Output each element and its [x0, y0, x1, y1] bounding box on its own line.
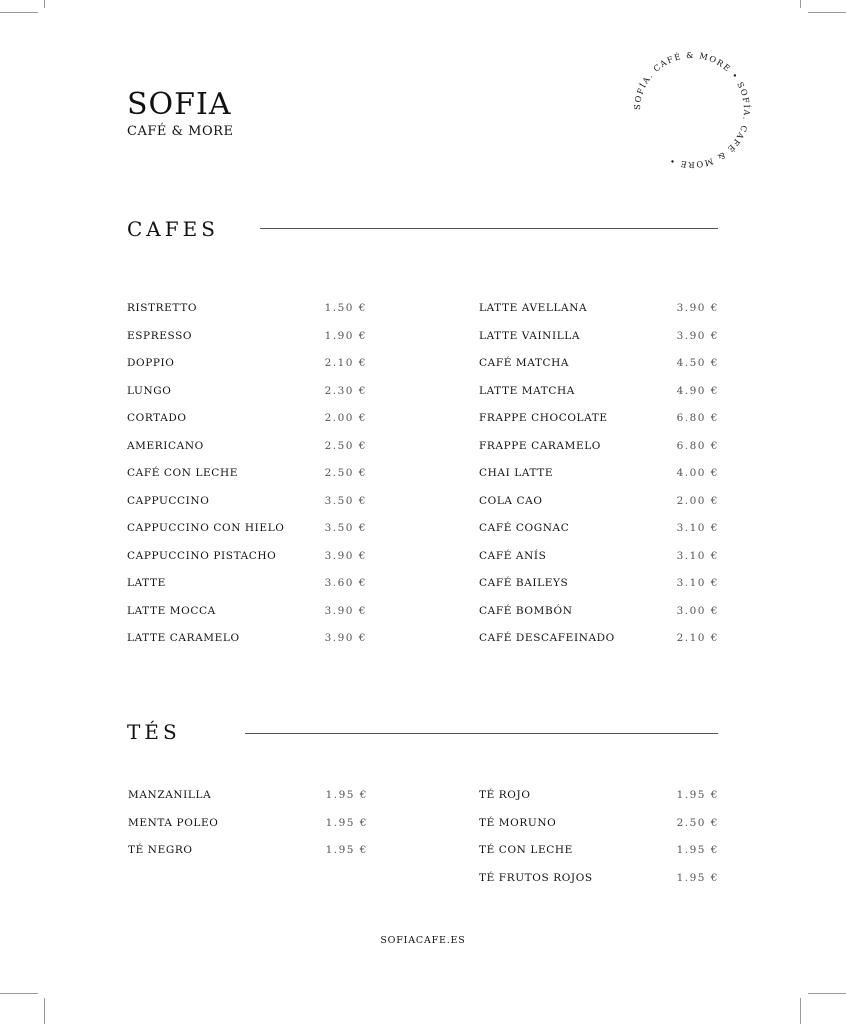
- crop-mark: [0, 12, 38, 13]
- menu-item-price: 1.50 €: [324, 302, 367, 314]
- menu-item: [479, 357, 719, 385]
- menu-item: [479, 632, 719, 660]
- menu-item-name: LATTE AVELLANA: [479, 302, 588, 314]
- menu-item-name: CAFÉ ANÍS: [479, 549, 547, 562]
- menu-item-name: FRAPPE CARAMELO: [479, 439, 602, 452]
- crop-mark: [800, 998, 801, 1024]
- menu-item-name: CAFÉ DESCAFEINADO: [479, 632, 615, 644]
- menu-item: [127, 577, 367, 605]
- menu-item: [479, 330, 719, 358]
- crop-mark: [808, 993, 846, 994]
- menu-item-price: 4.50 €: [676, 357, 719, 369]
- menu-item-price: 3.50 €: [324, 522, 367, 534]
- menu-item-name: CAPPUCCINO: [127, 494, 210, 507]
- menu-item-name: LATTE MATCHA: [479, 384, 575, 397]
- menu-item-price: 3.10 €: [676, 549, 719, 562]
- crop-mark: [808, 12, 846, 13]
- menu-item-price: 1.90 €: [324, 329, 367, 342]
- menu-item: [479, 495, 719, 523]
- tes-right-column: [479, 789, 719, 899]
- menu-item-name: TÉ FRUTOS ROJOS: [479, 871, 593, 884]
- menu-item: [127, 440, 367, 468]
- menu-item: [127, 357, 367, 385]
- menu-item-price: 1.95 €: [676, 871, 719, 884]
- menu-item: [127, 522, 367, 550]
- menu-item: [479, 550, 719, 578]
- menu-item-name: ESPRESSO: [127, 329, 193, 342]
- menu-item: [479, 522, 719, 550]
- menu-item-name: FRAPPE CHOCOLATE: [479, 412, 608, 424]
- brand-subtitle: CAFÉ & MORE: [127, 124, 234, 139]
- menu-item-price: 2.10 €: [324, 357, 367, 369]
- menu-item: [479, 412, 719, 440]
- menu-item: [127, 330, 367, 358]
- menu-item-name: RISTRETTO: [127, 302, 198, 314]
- menu-item-name: TÉ ROJO: [479, 789, 531, 801]
- menu-item-price: 1.95 €: [325, 816, 368, 829]
- menu-item-name: MENTA POLEO: [128, 816, 219, 829]
- menu-item-name: LATTE: [127, 577, 166, 589]
- menu-item-name: CHAI LATTE: [479, 467, 554, 479]
- menu-item: [479, 844, 719, 872]
- menu-item-name: CAFÉ COGNAC: [479, 522, 570, 534]
- menu-item-price: 2.50 €: [324, 467, 367, 479]
- menu-item: [479, 872, 719, 900]
- svg-text:SOFÍA. CAFÉ & MORE • SOFÍA. CA: [632, 50, 752, 170]
- menu-item-name: CORTADO: [127, 412, 187, 424]
- menu-item-price: 2.00 €: [676, 494, 719, 507]
- menu-item-price: 3.50 €: [324, 494, 367, 507]
- menu-item-price: 2.30 €: [324, 384, 367, 397]
- menu-item: [479, 385, 719, 413]
- menu-item: [479, 817, 719, 845]
- menu-item-name: LATTE CARAMELO: [127, 632, 240, 644]
- menu-item: [479, 577, 719, 605]
- menu-item-price: 2.50 €: [676, 816, 719, 829]
- menu-item-price: 4.00 €: [676, 467, 719, 479]
- menu-item-name: CAFÉ BOMBÓN: [479, 604, 573, 617]
- menu-item-name: COLA CAO: [479, 494, 543, 507]
- menu-item-price: 1.95 €: [676, 844, 719, 856]
- menu-item: [128, 789, 368, 817]
- cafes-right-column: [479, 302, 719, 660]
- circular-logo-seal: [622, 40, 762, 180]
- menu-item-name: TÉ MORUNO: [479, 816, 557, 829]
- menu-item-price: 2.50 €: [324, 439, 367, 452]
- menu-item-name: CAFÉ MATCHA: [479, 357, 570, 369]
- menu-item-name: MANZANILLA: [128, 789, 212, 801]
- crop-mark: [44, 0, 45, 8]
- menu-item-name: TÉ NEGRO: [128, 844, 193, 856]
- section-title-cafes: CAFES: [127, 217, 219, 241]
- menu-item-name: CAPPUCCINO CON HIELO: [127, 522, 285, 534]
- brand-title: SOFIA: [127, 87, 232, 122]
- section-divider: [245, 733, 718, 734]
- crop-mark: [44, 998, 45, 1024]
- menu-item-price: 3.90 €: [676, 302, 719, 314]
- menu-item-price: 1.95 €: [325, 844, 368, 856]
- menu-item-price: 3.90 €: [324, 549, 367, 562]
- menu-item: [479, 302, 719, 330]
- menu-item: [479, 605, 719, 633]
- crop-mark: [800, 0, 801, 8]
- seal-text: SOFÍA. CAFÉ & MORE • SOFÍA. CAFÉ & MORE •: [631, 49, 753, 171]
- menu-item: [127, 412, 367, 440]
- menu-item-price: 2.10 €: [676, 632, 719, 644]
- crop-mark: [0, 993, 38, 994]
- menu-item: [127, 605, 367, 633]
- menu-item-price: 6.80 €: [676, 412, 719, 424]
- menu-item-name: DOPPIO: [127, 357, 175, 369]
- cafes-left-column: [127, 302, 367, 660]
- menu-item-price: 3.60 €: [324, 577, 367, 589]
- menu-item-name: CAFÉ CON LECHE: [127, 467, 238, 479]
- tes-left-column: [128, 789, 368, 872]
- menu-item-name: CAFÉ BAILEYS: [479, 577, 569, 589]
- menu-item-price: 3.90 €: [676, 329, 719, 342]
- section-title-tes: TÉS: [127, 720, 181, 744]
- menu-item-price: 3.90 €: [324, 604, 367, 617]
- menu-item-price: 1.95 €: [676, 789, 719, 801]
- menu-item-name: LATTE MOCCA: [127, 604, 216, 617]
- footer-website: SOFIACAFE.ES: [380, 935, 466, 946]
- menu-item: [127, 467, 367, 495]
- menu-item-price: 3.10 €: [676, 577, 719, 589]
- menu-item: [127, 385, 367, 413]
- section-divider: [260, 228, 718, 229]
- menu-item: [127, 632, 367, 660]
- menu-item-name: AMERICANO: [127, 439, 204, 452]
- menu-item-name: TÉ CON LECHE: [479, 844, 573, 856]
- menu-item: [127, 550, 367, 578]
- menu-item-price: 6.80 €: [676, 439, 719, 452]
- menu-item: [127, 495, 367, 523]
- menu-item-price: 4.90 €: [676, 384, 719, 397]
- menu-item-name: CAPPUCCINO PISTACHO: [127, 549, 277, 562]
- menu-item: [479, 789, 719, 817]
- menu-item-name: LUNGO: [127, 384, 172, 397]
- menu-item-name: LATTE VAINILLA: [479, 329, 581, 342]
- menu-item-price: 2.00 €: [324, 412, 367, 424]
- menu-item: [127, 302, 367, 330]
- menu-item: [479, 440, 719, 468]
- menu-item-price: 3.10 €: [676, 522, 719, 534]
- menu-item-price: 3.90 €: [324, 632, 367, 644]
- menu-item-price: 3.00 €: [676, 604, 719, 617]
- menu-item-price: 1.95 €: [325, 789, 368, 801]
- menu-item: [479, 467, 719, 495]
- menu-item: [128, 844, 368, 872]
- menu-item: [128, 817, 368, 845]
